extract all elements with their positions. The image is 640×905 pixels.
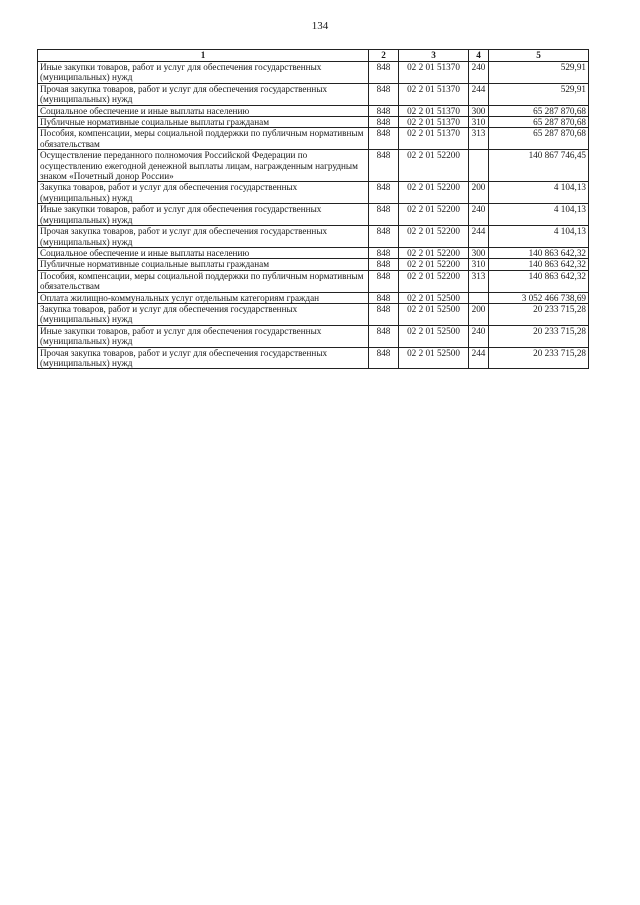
table-row bbox=[38, 325, 589, 347]
table-row bbox=[38, 105, 589, 116]
row-name-cell: Прочая закупка товаров, работ и услуг для обеспечения государственных (муниципальных) нужд bbox=[38, 226, 369, 248]
header-row bbox=[38, 50, 589, 62]
row-ministry-cell: 848 bbox=[369, 292, 399, 303]
row-name-cell: Социальное обеспечение и иные выплаты населению bbox=[38, 247, 369, 258]
table-row bbox=[38, 117, 589, 128]
table-row bbox=[38, 128, 589, 150]
row-expense-cell: 300 bbox=[469, 105, 489, 116]
row-target-cell: 02 2 01 52200 bbox=[399, 226, 469, 248]
row-ministry-cell: 848 bbox=[369, 105, 399, 116]
row-name-cell: Пособия, компенсации, меры социальной поддержки по публичным нормативным обязательствам bbox=[38, 270, 369, 292]
row-expense-cell: 200 bbox=[469, 182, 489, 204]
row-ministry-cell: 848 bbox=[369, 204, 399, 226]
row-amount-cell: 65 287 870,68 bbox=[489, 128, 589, 150]
row-amount-cell: 529,91 bbox=[489, 83, 589, 105]
table-row bbox=[38, 292, 589, 303]
row-target-cell: 02 2 01 51370 bbox=[399, 105, 469, 116]
row-target-cell: 02 2 01 52200 bbox=[399, 204, 469, 226]
row-target-cell: 02 2 01 52500 bbox=[399, 303, 469, 325]
table-row bbox=[38, 226, 589, 248]
row-name-cell: Публичные нормативные социальные выплаты гражданам bbox=[38, 259, 369, 270]
row-ministry-cell: 848 bbox=[369, 83, 399, 105]
header-col-3: 3 bbox=[399, 50, 469, 62]
row-ministry-cell: 848 bbox=[369, 62, 399, 84]
row-amount-cell: 140 863 642,32 bbox=[489, 259, 589, 270]
row-target-cell: 02 2 01 52200 bbox=[399, 182, 469, 204]
header-col-1: 1 bbox=[38, 50, 369, 62]
row-amount-cell: 529,91 bbox=[489, 62, 589, 84]
row-ministry-cell: 848 bbox=[369, 182, 399, 204]
row-name-cell: Оплата жилищно-коммунальных услуг отдельным категориям граждан bbox=[38, 292, 369, 303]
row-target-cell: 02 2 01 52200 bbox=[399, 259, 469, 270]
row-expense-cell: 300 bbox=[469, 247, 489, 258]
table-row bbox=[38, 204, 589, 226]
row-amount-cell: 65 287 870,68 bbox=[489, 105, 589, 116]
row-amount-cell: 20 233 715,28 bbox=[489, 303, 589, 325]
row-expense-cell: 240 bbox=[469, 62, 489, 84]
table-header bbox=[38, 50, 589, 62]
row-ministry-cell: 848 bbox=[369, 259, 399, 270]
row-name-cell: Прочая закупка товаров, работ и услуг для обеспечения государственных (муниципальных) нужд bbox=[38, 347, 369, 369]
row-target-cell: 02 2 01 52500 bbox=[399, 347, 469, 369]
row-expense-cell bbox=[469, 150, 489, 182]
row-amount-cell: 20 233 715,28 bbox=[489, 347, 589, 369]
row-ministry-cell: 848 bbox=[369, 128, 399, 150]
row-amount-cell: 20 233 715,28 bbox=[489, 325, 589, 347]
row-expense-cell: 240 bbox=[469, 204, 489, 226]
row-amount-cell: 65 287 870,68 bbox=[489, 117, 589, 128]
budget-table bbox=[37, 49, 589, 369]
row-expense-cell: 244 bbox=[469, 347, 489, 369]
row-name-cell: Пособия, компенсации, меры социальной поддержки по публичным нормативным обязательствам bbox=[38, 128, 369, 150]
row-amount-cell: 140 863 642,32 bbox=[489, 270, 589, 292]
row-ministry-cell: 848 bbox=[369, 325, 399, 347]
row-name-cell: Прочая закупка товаров, работ и услуг для обеспечения государственных (муниципальных) нужд bbox=[38, 83, 369, 105]
row-target-cell: 02 2 01 51370 bbox=[399, 62, 469, 84]
table-row bbox=[38, 303, 589, 325]
row-target-cell: 02 2 01 52500 bbox=[399, 292, 469, 303]
row-target-cell: 02 2 01 52500 bbox=[399, 325, 469, 347]
row-name-cell: Социальное обеспечение и иные выплаты населению bbox=[38, 105, 369, 116]
row-expense-cell: 240 bbox=[469, 325, 489, 347]
page-number: 134 bbox=[311, 20, 329, 32]
row-ministry-cell: 848 bbox=[369, 270, 399, 292]
table-row bbox=[38, 347, 589, 369]
table-row bbox=[38, 83, 589, 105]
table-row bbox=[38, 259, 589, 270]
table-body bbox=[38, 62, 589, 369]
header-col-5: 5 bbox=[489, 50, 589, 62]
row-name-cell: Закупка товаров, работ и услуг для обеспечения государственных (муниципальных) нужд bbox=[38, 182, 369, 204]
row-name-cell: Иные закупки товаров, работ и услуг для обеспечения государственных (муниципальных) нужд bbox=[38, 204, 369, 226]
row-amount-cell: 3 052 466 738,69 bbox=[489, 292, 589, 303]
header-col-4: 4 bbox=[469, 50, 489, 62]
row-ministry-cell: 848 bbox=[369, 117, 399, 128]
row-amount-cell: 4 104,13 bbox=[489, 226, 589, 248]
row-ministry-cell: 848 bbox=[369, 226, 399, 248]
row-amount-cell: 140 867 746,45 bbox=[489, 150, 589, 182]
row-target-cell: 02 2 01 52200 bbox=[399, 150, 469, 182]
row-expense-cell: 310 bbox=[469, 259, 489, 270]
row-name-cell: Публичные нормативные социальные выплаты гражданам bbox=[38, 117, 369, 128]
row-name-cell: Осуществление переданного полномочия Российской Федерации по осуществлению ежегодной денежной выплаты лицам, награжденным нагрудным знаком «Почетный донор России» bbox=[38, 150, 369, 182]
row-ministry-cell: 848 bbox=[369, 247, 399, 258]
table-row bbox=[38, 182, 589, 204]
table-row bbox=[38, 62, 589, 84]
row-amount-cell: 140 863 642,32 bbox=[489, 247, 589, 258]
row-amount-cell: 4 104,13 bbox=[489, 204, 589, 226]
row-amount-cell: 4 104,13 bbox=[489, 182, 589, 204]
row-expense-cell: 244 bbox=[469, 226, 489, 248]
row-expense-cell: 313 bbox=[469, 270, 489, 292]
row-target-cell: 02 2 01 52200 bbox=[399, 270, 469, 292]
row-expense-cell: 244 bbox=[469, 83, 489, 105]
row-target-cell: 02 2 01 51370 bbox=[399, 83, 469, 105]
row-ministry-cell: 848 bbox=[369, 347, 399, 369]
table-row bbox=[38, 270, 589, 292]
table-row bbox=[38, 247, 589, 258]
table-row bbox=[38, 150, 589, 182]
row-target-cell: 02 2 01 52200 bbox=[399, 247, 469, 258]
row-expense-cell: 200 bbox=[469, 303, 489, 325]
row-expense-cell bbox=[469, 292, 489, 303]
row-name-cell: Закупка товаров, работ и услуг для обеспечения государственных (муниципальных) нужд bbox=[38, 303, 369, 325]
row-expense-cell: 313 bbox=[469, 128, 489, 150]
row-expense-cell: 310 bbox=[469, 117, 489, 128]
row-ministry-cell: 848 bbox=[369, 303, 399, 325]
header-col-2: 2 bbox=[369, 50, 399, 62]
row-name-cell: Иные закупки товаров, работ и услуг для обеспечения государственных (муниципальных) нужд bbox=[38, 62, 369, 84]
row-target-cell: 02 2 01 51370 bbox=[399, 128, 469, 150]
row-ministry-cell: 848 bbox=[369, 150, 399, 182]
row-name-cell: Иные закупки товаров, работ и услуг для обеспечения государственных (муниципальных) нужд bbox=[38, 325, 369, 347]
row-target-cell: 02 2 01 51370 bbox=[399, 117, 469, 128]
